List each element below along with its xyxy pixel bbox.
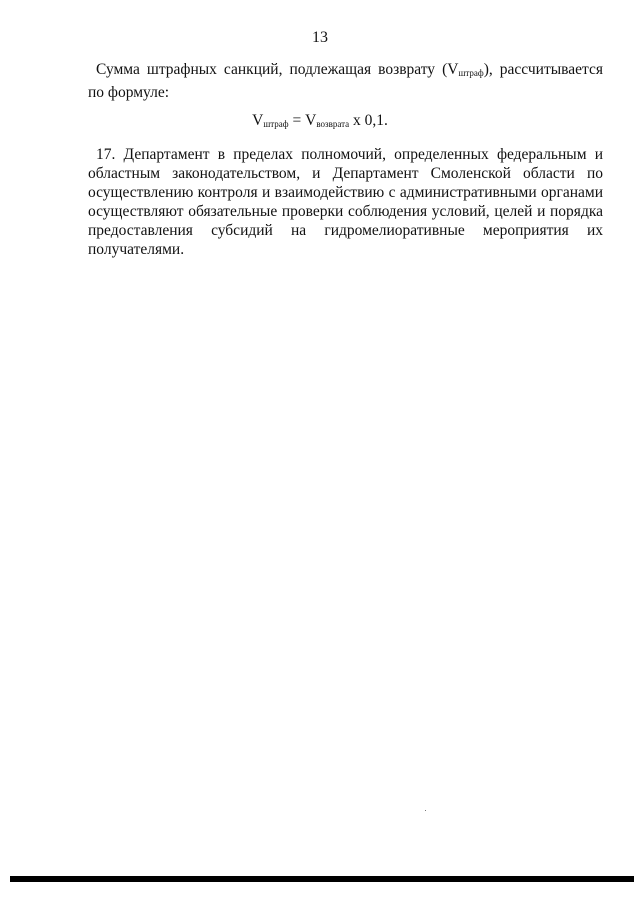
formula-lhs-subscript: штраф [263,119,289,129]
formula-operator: = [288,112,306,129]
page-number: 13 [312,29,328,46]
paragraph-1-text-after: ), рассчитывается по формуле: [88,61,603,101]
formula-rhs-symbol: V [305,112,317,129]
formula-rhs-subscript: возврата [316,119,350,129]
formula-lhs-symbol: V [252,112,264,129]
formula-tail: x 0,1. [349,112,388,129]
penalty-formula [0,112,640,130]
scan-bottom-border [10,876,634,882]
paragraph-1-subscript: штраф [458,68,484,78]
scan-speck [425,810,426,811]
paragraph-17: 17. Департамент в пределах полномочий, определенных федеральным и областным законодательством, и Департамент Смоленской области по осуществлению контроля и взаимодействию с административными органами осуществляют обязательные проверки соблюдения условий, целей и порядка предоставления субсидий на гидромелиоративные мероприятия их получателями. [88,146,603,258]
paragraph-penalty-sum [88,60,603,102]
paragraph-1-text-before: Сумма штрафных санкций, подлежащая возврату ( [96,61,448,78]
paragraph-1-symbol: V [447,61,459,78]
